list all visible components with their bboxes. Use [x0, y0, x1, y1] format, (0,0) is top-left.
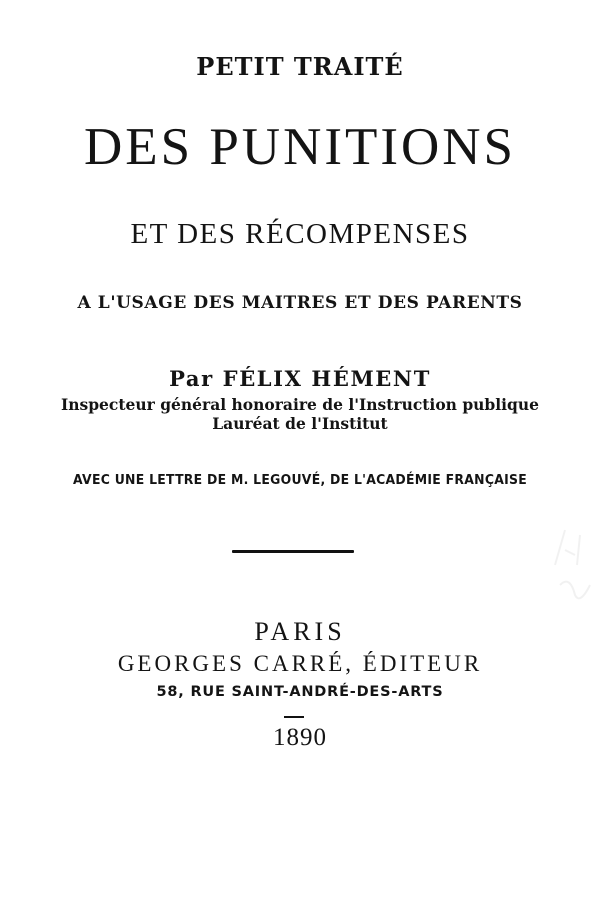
subtitle: ET DES RÉCOMPENSES [130, 218, 470, 250]
title-small: PETIT TRAITÉ [196, 52, 404, 81]
author-title: Lauréat de l'Institut [212, 414, 388, 433]
imprint-city: PARIS [254, 617, 346, 646]
imprint-year: 1890 [273, 724, 327, 751]
faint-handwriting-mark [545, 525, 595, 605]
audience-line: A L'USAGE DES MAITRES ET DES PARENTS [77, 293, 523, 313]
imprint-address: 58, RUE SAINT-ANDRÉ-DES-ARTS [156, 684, 444, 700]
author-title: Inspecteur général honoraire de l'Instruction publique [60, 395, 540, 414]
author-line: Par FÉLIX HÉMENT [169, 366, 431, 391]
letter-note: AVEC UNE LETTRE DE M. LEGOUVÉ, DE L'ACADÉMIE FRANÇAISE [73, 472, 527, 488]
divider-rule [232, 550, 354, 553]
page-title: DES PUNITIONS [83, 118, 517, 176]
small-divider-rule [284, 716, 304, 718]
imprint-publisher: GEORGES CARRÉ, ÉDITEUR [117, 651, 483, 676]
